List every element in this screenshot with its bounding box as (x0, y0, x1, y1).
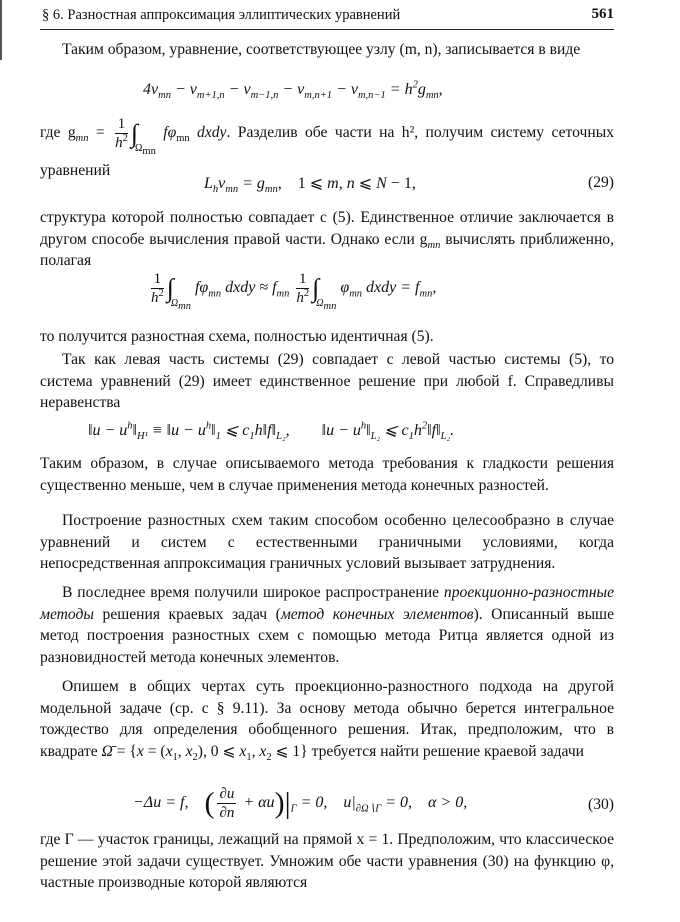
section-title: § 6. Разностная аппроксимация эллиптических уравнений (42, 7, 401, 23)
equation-number-29: (29) (588, 174, 614, 191)
term-projection-difference-methods: проекционно-разностные методы (40, 584, 614, 623)
term-finite-element-method: метод конечных элементов (280, 605, 474, 623)
equation-approximation: $\frac{1}{h^2}$ $\int_{\Omega_{mn}}$ $f\varphi_{mn}$ dxdy ≈ $f_{mn}$ $\frac{1}{h^2}$ $\int_{\Omega_{mn}}$ $\varphi_{mn}$ dxdy = $f_{mn}$, (151, 271, 437, 313)
paragraph-structure: структура которой полностью совпадает с (5). Единственное отличие заключается в другом способе вычисления правой части. Однако если $g_{mn}$ вычислять приближенно, полагая (40, 209, 614, 269)
running-header (40, 7, 614, 30)
equation-error-estimates: ‖u − $u^h‖_{H^1}$ ≡ ‖u − $u^h‖_1$ ⩽ $c_1h‖f‖_{L_2}$, ‖u − $u^h‖_{L_2}$ ⩽ $c_1h^2‖f‖_{L_2}$. (88, 420, 455, 443)
paragraph-unique-solution: Так как левая часть системы (29) совпадает с левой частью системы (5), то система уравнений (29) имеет единственное решение при любой f. Справедливы неравенства (40, 351, 614, 411)
paragraph-gmn-definition: где $g_{mn}$ = $\frac{1}{h^2}$ $\int_{\Omega_{mn}}$ $f\varphi_{mn}$ dxdy. Разделив обе части на h², получим систему сеточных уравнений (40, 116, 614, 179)
page-edge-mark (0, 0, 2, 60)
paragraph-natural-conditions: Построение разностных схем таким способом особенно целесообразно в случае уравнений и систем с естественными граничными условиями, когда непосредственная аппроксимация граничных условий вызывает затруднения. (40, 512, 614, 572)
paragraph-intro: Таким образом, уравнение, соответствующее узлу (m, n), записывается в виде (62, 41, 581, 58)
equation-30: −Δu = f, ( $\frac{\partial u}{\partial n}$ + $\alpha u)|_\Gamma = 0$, $u|_{\partial\Omega∖\Gamma} = 0$, α > 0, (133, 786, 468, 821)
equation-difference-scheme: $4v_{mn} - v_{m+1,n} - v_{m-1,n} - v_{m,n+1} - v_{m,n-1} = h^2g_{mn}$, (143, 79, 443, 102)
fraction-1-over-h2: $\frac{1}{h^2}$ (115, 116, 128, 151)
paragraph-projection-methods: В последнее время получили широкое распространение проекционно-разностные методы решения краевых задач (метод конечных элементов). Описанный выше метод построения разностных схем с помощью метода Ритца является одной из разновидностей метода конечных элементов. (40, 584, 614, 666)
paragraph-classical-solution: где Γ — участок границы, лежащий на прямой x = 1. Предположим, что классическое решение этой задачи существует. Умножим обе части уравнения (30) на функцию φ, частные производные которой являются (40, 831, 614, 891)
paragraph-identical-scheme: то получится разностная схема, полностью идентичная (5). (40, 328, 434, 345)
page-number: 561 (591, 6, 614, 22)
paragraph-model-problem: Опишем в общих чертах суть проекционно-разностного подхода на другой модельной задаче (ср. с § 9.11). За основу метода обычно берется интегральное тождество для определения обобщенного решения. Итак, предположим, что в квадрате Ω̄ = {$x = (x_1$, $x_2$), 0 ⩽ $x_1$, $x_2$ ⩽ 1} требуется найти решение краевой задачи (40, 678, 614, 763)
paragraph-smoothness: Таким образом, в случае описываемого метода требования к гладкости решения существенно меньше, чем в случае применения метода конечных разностей. (40, 455, 614, 494)
equation-29: $L_hv_{mn} = g_{mn}$, 1 ⩽ m, n ⩽ N − 1, (204, 175, 416, 196)
equation-number-30: (30) (588, 796, 614, 813)
